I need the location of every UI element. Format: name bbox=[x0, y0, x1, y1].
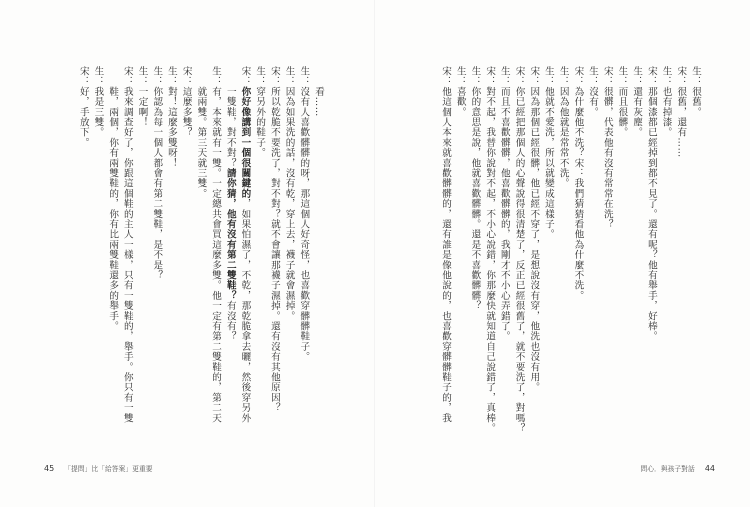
speaker-label: 宋： bbox=[528, 66, 540, 87]
speaker-label: 生： bbox=[469, 66, 481, 87]
dialogue-text: 你已經把那個人的心聲說得很清楚了，反正已經很舊了，就不要洗了，對嗎？ bbox=[513, 86, 525, 434]
dialogue-text: 那個漆都已經掉到都不見了。還有呢？他有舉手，好棒。 bbox=[645, 86, 657, 342]
speaker-label: 生： bbox=[660, 66, 672, 87]
dialogue-line bbox=[570, 66, 585, 446]
speaker-label: 生： bbox=[498, 66, 510, 87]
speaker-label: 生： bbox=[165, 66, 177, 87]
speaker-label: 宋： bbox=[239, 66, 251, 87]
right-page-body bbox=[420, 66, 702, 446]
right-footer bbox=[640, 463, 715, 473]
dialogue-text: 你認為每一個人都會有第二雙鞋，是不是？ bbox=[151, 86, 163, 281]
dialogue-line bbox=[310, 66, 325, 446]
dialogue-line bbox=[628, 66, 643, 446]
speaker-label: 生： bbox=[454, 66, 466, 87]
dialogue-text: 對不起，我替你說對不起，不小心說錯，你那麼快就知道自己說錯了，真棒。 bbox=[484, 86, 496, 434]
dialogue-text: 也有掉漆。 bbox=[660, 86, 672, 138]
dialogue-text: 我來調查好了，你跟這個鞋的主人一樣，只有一雙鞋的，舉手。你只有一雙 bbox=[121, 86, 133, 424]
dialogue-line bbox=[614, 66, 629, 446]
right-page bbox=[375, 0, 750, 507]
dialogue-text: 因為那個已經很髒，他已經不穿了，是想說沒有穿，他洗也沒有用。 bbox=[528, 86, 540, 393]
dialogue-text: 而且不喜歡髒髒，他喜歡髒髒的，我剛才不小心弄錯了。 bbox=[498, 86, 510, 342]
dialogue-line bbox=[511, 66, 526, 446]
dialogue-line bbox=[555, 66, 570, 446]
speaker-label: 宋： bbox=[440, 66, 452, 87]
dialogue-line bbox=[75, 66, 90, 446]
dialogue-line bbox=[643, 66, 658, 446]
continuation-indent bbox=[313, 66, 324, 86]
dialogue-line bbox=[266, 66, 281, 446]
speaker-label: 宋： bbox=[675, 66, 687, 87]
dialogue-line bbox=[296, 66, 311, 446]
dialogue-line bbox=[207, 66, 222, 446]
dialogue-text: 一定啊！ bbox=[136, 86, 148, 128]
dialogue-line bbox=[437, 66, 452, 446]
dialogue-text: 鞋，兩個，你有兩雙鞋的，你有比兩雙鞋還多的舉手。 bbox=[107, 86, 119, 332]
dialogue-text: 對！這麼多雙呀！ bbox=[165, 86, 177, 169]
dialogue-line bbox=[481, 66, 496, 446]
dialogue-line bbox=[222, 66, 237, 446]
dialogue-text: 看…… bbox=[313, 86, 324, 117]
speaker-label: 生： bbox=[616, 66, 628, 87]
dialogue-line bbox=[540, 66, 555, 446]
dialogue-text: 沒有人喜歡髒髒的呀，那這個人好奇怪，也喜歡穿髒髒鞋子。 bbox=[298, 86, 310, 362]
dialogue-text: 因為他就是常常不洗。 bbox=[557, 86, 569, 189]
speaker-label: 生： bbox=[254, 66, 266, 87]
dialogue-text: 而且很髒。 bbox=[616, 86, 628, 138]
dialogue-line bbox=[149, 66, 164, 446]
dialogue-line bbox=[178, 66, 193, 446]
speaker-label: 宋： bbox=[180, 66, 192, 87]
dialogue-text: 他就不愛洗，所以就變成這樣子。 bbox=[542, 86, 554, 240]
dialogue-text: 很髒，代表他有沒有常常在洗？ bbox=[601, 86, 613, 230]
speaker-label: 宋： bbox=[513, 66, 525, 87]
dialogue-text: 有，本來就有一雙。一定總共會買這麼多雙。他一定有第二雙鞋的，第二天 bbox=[210, 86, 222, 424]
speaker-label: 生： bbox=[210, 66, 222, 87]
dialogue-text: 所以乾脆不要洗了，對不對？就不會讓那襪子濕掉。還有沒有其他原因？ bbox=[268, 86, 280, 413]
dialogue-line bbox=[281, 66, 296, 446]
dialogue-line bbox=[104, 66, 119, 446]
dialogue-line bbox=[658, 66, 673, 446]
right-running-title: 問心．與孩子對話 bbox=[640, 465, 695, 473]
dialogue-text: 因為如果洗的話，沒有乾，穿上去，襪子就會濕掉。 bbox=[283, 86, 295, 322]
dialogue-line bbox=[163, 66, 178, 446]
dialogue-line bbox=[673, 66, 688, 446]
speaker-label: 宋： bbox=[572, 66, 584, 87]
dialogue-line bbox=[584, 66, 599, 446]
emphasized-text: 你好像講到一個很關鍵的 bbox=[239, 86, 251, 199]
dialogue-line bbox=[251, 66, 266, 446]
dialogue-line bbox=[526, 66, 541, 446]
dialogue-text: 很舊，還有…… bbox=[675, 86, 687, 158]
emphasized-text: 請你猜，他有沒有第二雙鞋？ bbox=[224, 168, 236, 301]
dialogue-text: 好，手放下。 bbox=[77, 86, 89, 148]
dialogue-text: 穿另外的鞋子。 bbox=[254, 86, 266, 158]
dialogue-text: 這麼多雙？ bbox=[180, 86, 192, 138]
dialogue-line bbox=[496, 66, 511, 446]
continuation-indent bbox=[107, 66, 118, 86]
speaker-label: 宋： bbox=[268, 66, 280, 87]
dialogue-text: 為什麼他不洗？宋：我們猜猜看他為什麼不洗。 bbox=[572, 86, 584, 301]
speaker-label: 生： bbox=[631, 66, 643, 87]
dialogue-text: 還有灰塵。 bbox=[631, 86, 643, 138]
left-running-title: 「提問」比「給答案」更重要 bbox=[64, 465, 153, 473]
dialogue-line bbox=[119, 66, 134, 446]
continuation-indent bbox=[195, 66, 206, 86]
speaker-label: 生： bbox=[298, 66, 310, 87]
speaker-label: 宋： bbox=[121, 66, 133, 87]
left-page-body bbox=[40, 66, 325, 446]
speaker-label: 宋： bbox=[645, 66, 657, 87]
right-page-number: 44 bbox=[704, 463, 715, 473]
speaker-label: 生： bbox=[92, 66, 104, 87]
dialogue-line bbox=[90, 66, 105, 446]
speaker-label: 生： bbox=[283, 66, 295, 87]
dialogue-line bbox=[467, 66, 482, 446]
speaker-label: 宋： bbox=[601, 66, 613, 87]
dialogue-text: 很舊。 bbox=[690, 86, 701, 118]
dialogue-line bbox=[687, 66, 702, 446]
speaker-label: 生： bbox=[690, 66, 701, 87]
dialogue-text: 沒有。 bbox=[587, 86, 599, 118]
dialogue-text: 我是三雙。 bbox=[92, 86, 104, 138]
left-page-number: 45 bbox=[44, 463, 55, 473]
speaker-label: 生： bbox=[557, 66, 569, 87]
dialogue-text: ，如果怕濕了，不乾，那乾脆拿去曬，然後穿另外 bbox=[239, 198, 251, 424]
dialogue-text: 有沒有？ bbox=[224, 300, 236, 342]
dialogue-line bbox=[134, 66, 149, 446]
speaker-label: 宋： bbox=[484, 66, 496, 87]
dialogue-line bbox=[599, 66, 614, 446]
left-footer bbox=[44, 463, 153, 473]
speaker-label: 生： bbox=[151, 66, 163, 87]
dialogue-line bbox=[237, 66, 252, 446]
speaker-label: 生： bbox=[542, 66, 554, 87]
speaker-label: 生： bbox=[136, 66, 148, 87]
dialogue-line bbox=[193, 66, 208, 446]
dialogue-text: 喜歡。 bbox=[454, 86, 466, 118]
dialogue-text: 他這個人本來就喜歡髒髒的，還有誰是像他說的，也喜歡穿髒髒鞋子的，我 bbox=[440, 86, 452, 424]
dialogue-text: 就兩雙。第三天就三雙。 bbox=[195, 86, 207, 199]
speaker-label: 生： bbox=[587, 66, 599, 87]
speaker-label: 宋： bbox=[77, 66, 89, 87]
dialogue-line bbox=[452, 66, 467, 446]
dialogue-text: 一雙鞋，對不對？ bbox=[224, 86, 236, 169]
continuation-indent bbox=[225, 66, 236, 86]
dialogue-text: 你的意思是說，他就喜歡髒髒。還是不喜歡髒髒？ bbox=[469, 86, 481, 311]
